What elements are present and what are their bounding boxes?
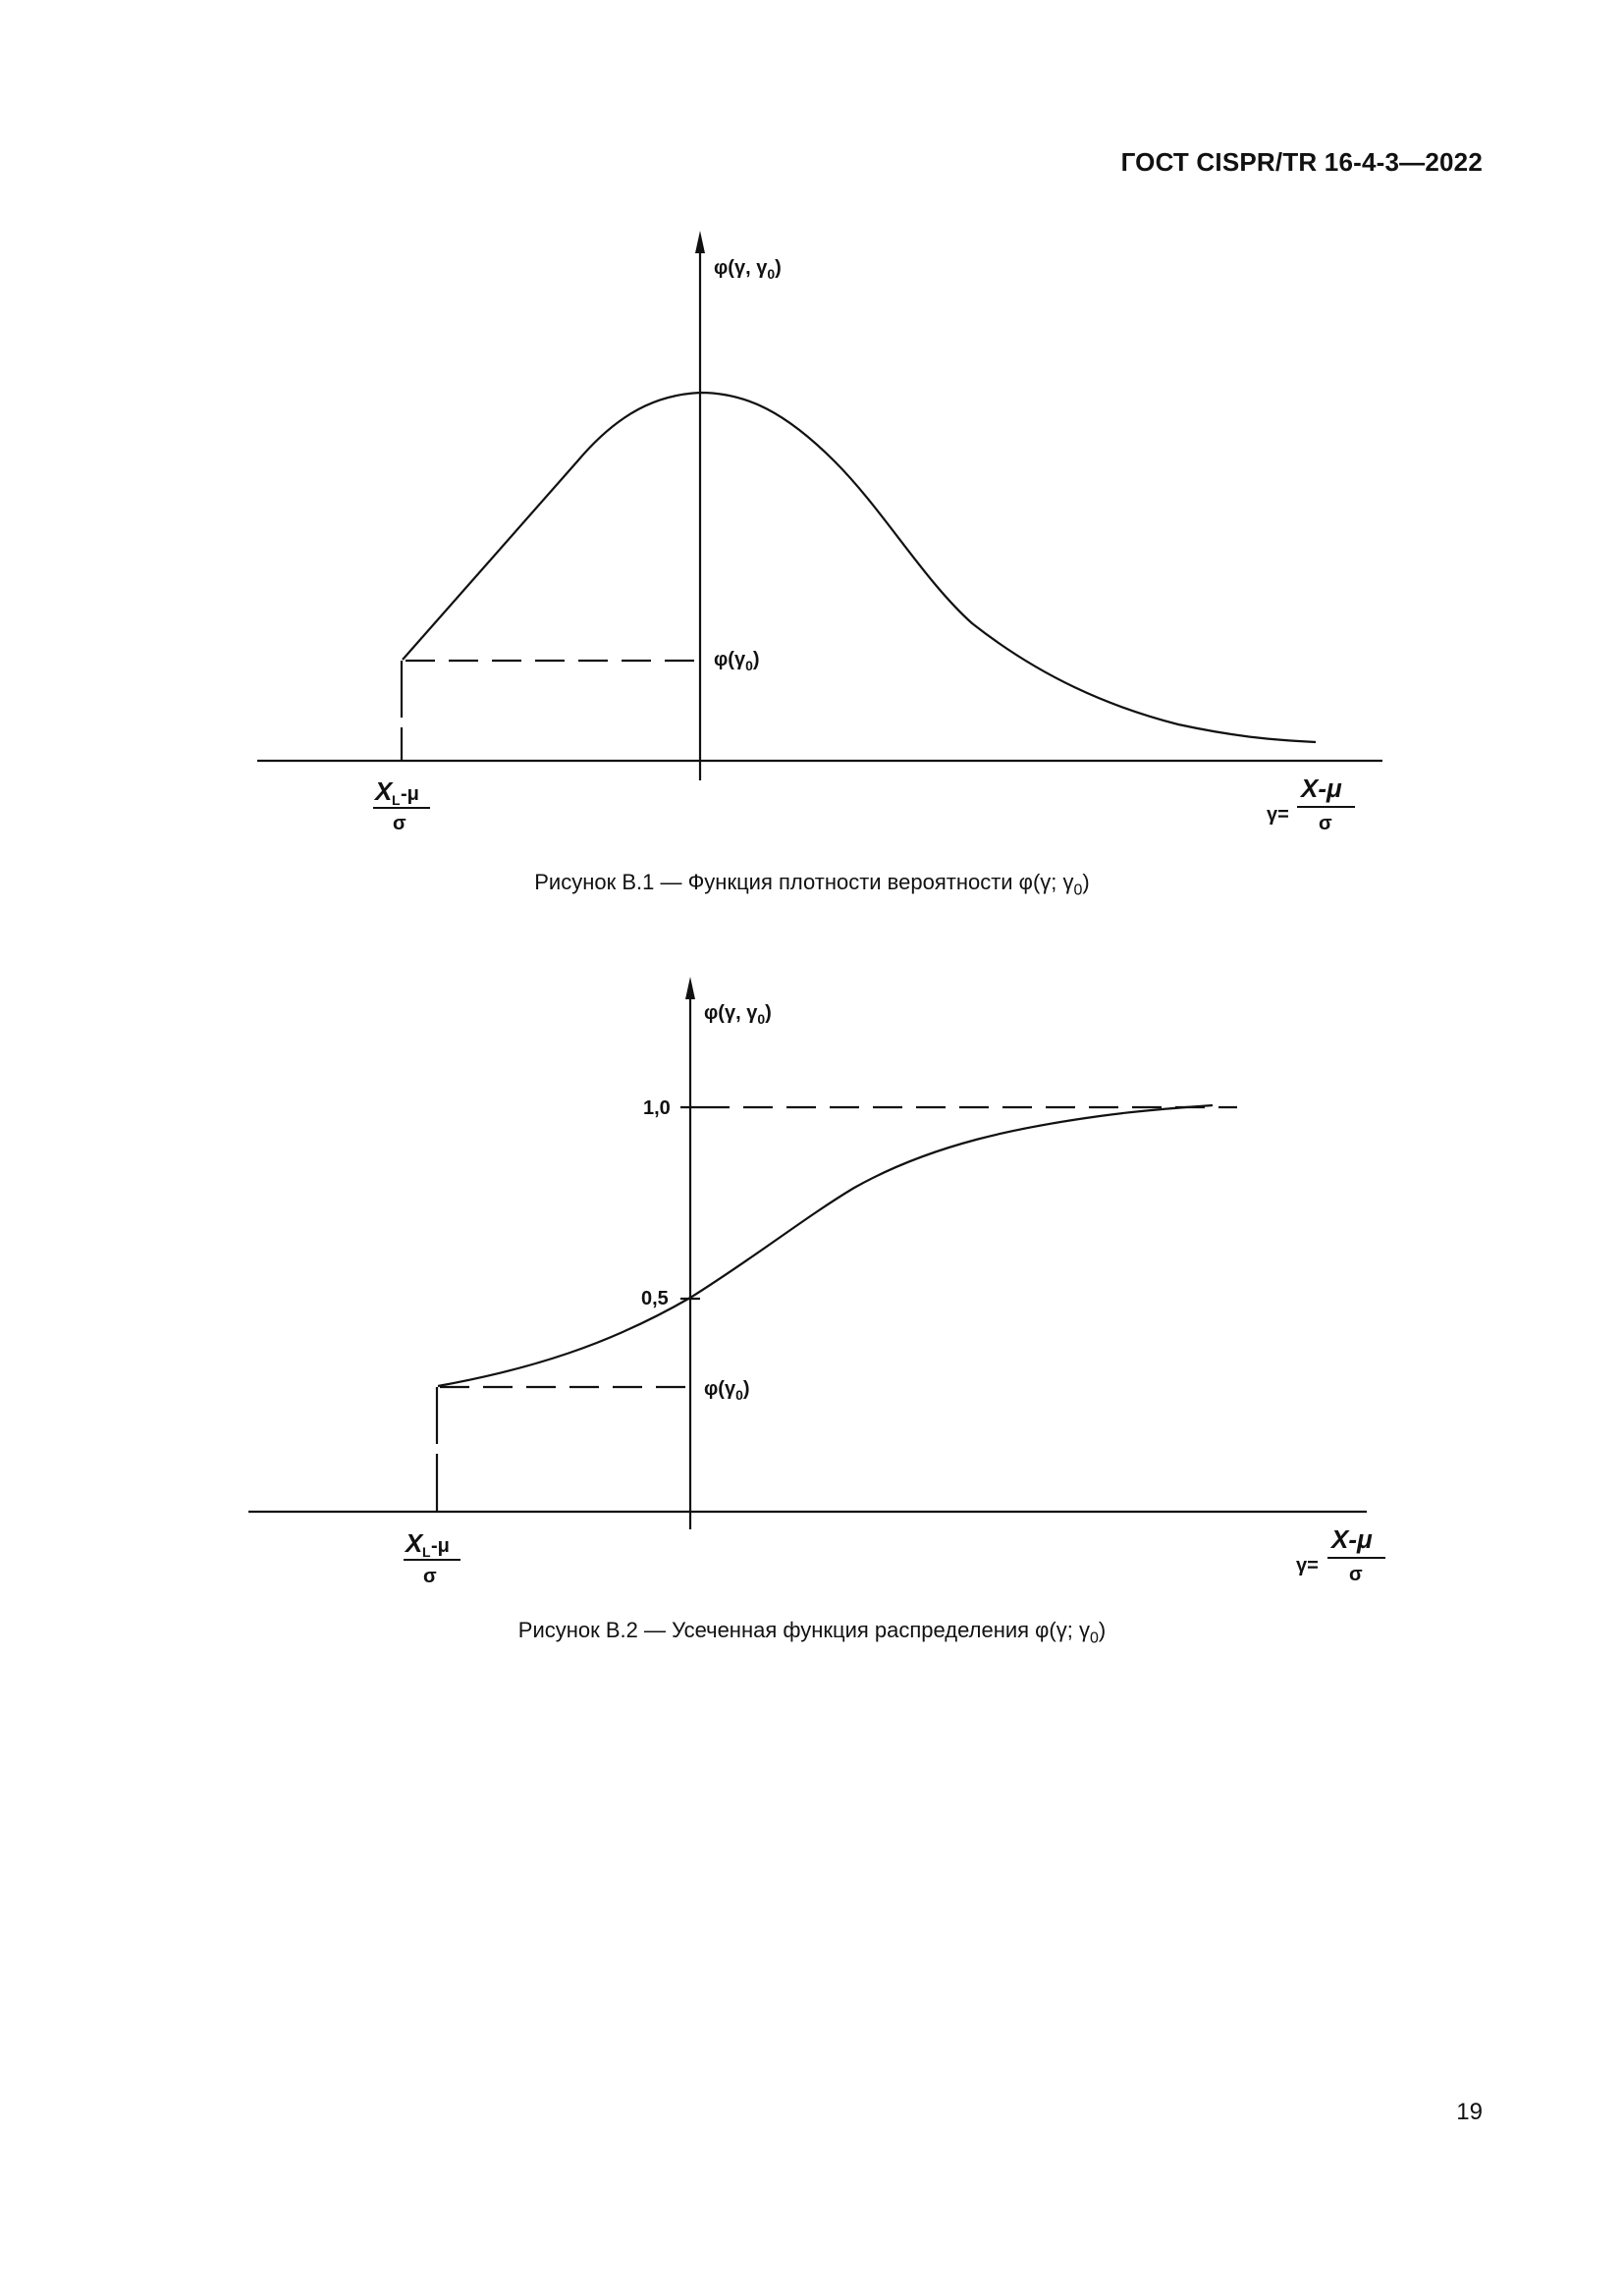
- svg-text:-μ: -μ: [431, 1535, 450, 1557]
- x-axis-label: [1296, 1524, 1385, 1585]
- svg-text:-μ: -μ: [401, 783, 419, 805]
- truncation-point-label: [373, 776, 430, 834]
- figure-b2-caption: Рисунок В.2 — Усеченная функция распределения φ(γ; $\gamma_0$): [517, 1618, 1107, 1647]
- density-curve: [403, 393, 1316, 742]
- x-axis-label: [1267, 774, 1355, 834]
- y-axis-arrow-icon: [695, 231, 705, 253]
- figure-b1-graphic: [0, 0, 1624, 864]
- figure-b1: [0, 0, 1624, 864]
- svg-text:X: X: [406, 1528, 423, 1558]
- svg-text:X-μ: X-μ: [1331, 1524, 1373, 1554]
- tick-label-1-0: 1,0: [643, 1097, 671, 1119]
- page-number: 19: [1456, 2099, 1483, 2125]
- svg-text:σ: σ: [423, 1566, 437, 1587]
- svg-text:L: L: [422, 1544, 431, 1560]
- distribution-curve: [438, 1105, 1213, 1386]
- svg-text:σ: σ: [393, 813, 406, 834]
- svg-text:σ: σ: [1319, 813, 1332, 834]
- truncation-level-label: $\varphi(\gamma_0)$: [704, 1378, 750, 1403]
- svg-text:γ=: γ=: [1296, 1555, 1319, 1576]
- figure-b2: [0, 942, 1624, 1620]
- svg-text:γ=: γ=: [1267, 804, 1289, 826]
- svg-text:X: X: [375, 776, 393, 806]
- document-header: ГОСТ CISPR/TR 16-4-3—2022: [1120, 147, 1483, 177]
- svg-text:X-μ: X-μ: [1301, 774, 1342, 803]
- figure-b1-caption: Рисунок В.1 — Функция плотности вероятности φ(γ; $\gamma_0$): [534, 870, 1090, 899]
- y-axis-arrow-icon: [685, 977, 695, 999]
- truncation-point-label: [404, 1528, 460, 1587]
- y-axis-label: φ(γ, $\gamma_0$): [704, 1002, 772, 1027]
- truncation-level-label: $\varphi(\gamma_0)$: [714, 649, 760, 673]
- svg-text:σ: σ: [1349, 1564, 1363, 1585]
- tick-label-0-5: 0,5: [641, 1288, 669, 1309]
- figure-b2-graphic: [0, 942, 1624, 1620]
- svg-text:L: L: [392, 792, 401, 808]
- y-axis-label: φ(γ, $\gamma_0$): [714, 257, 782, 282]
